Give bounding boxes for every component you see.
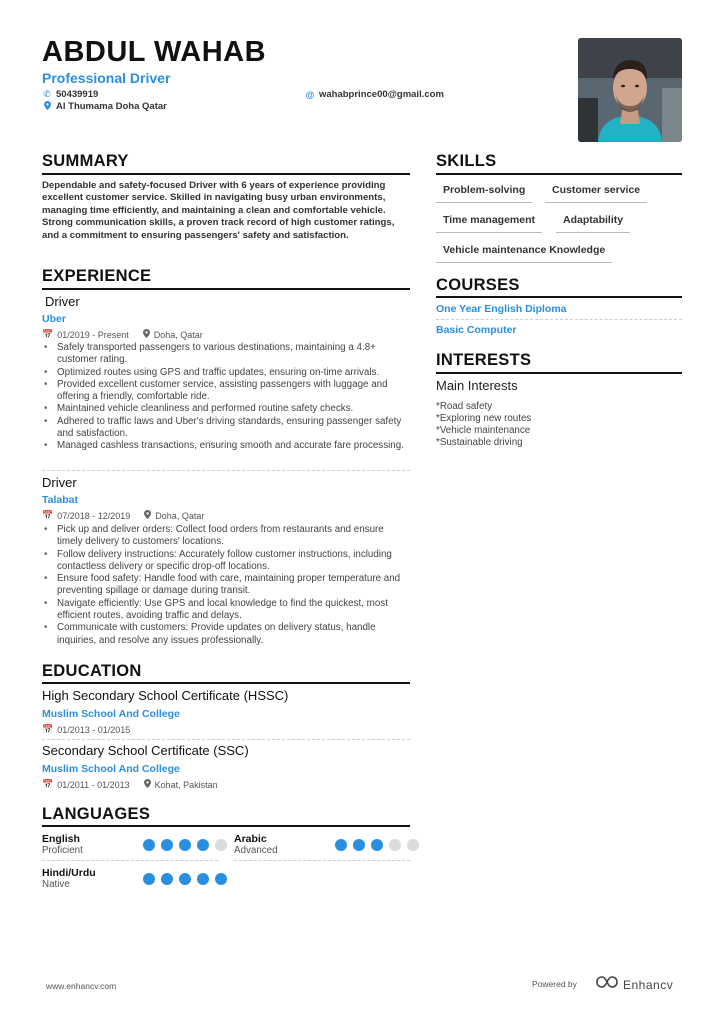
language-level: Advanced bbox=[234, 845, 278, 856]
divider bbox=[42, 860, 218, 861]
rating-dot bbox=[197, 873, 209, 885]
job-title: Driver bbox=[42, 475, 77, 490]
rating-dot bbox=[407, 839, 419, 851]
skill-tag: Time management bbox=[436, 214, 542, 233]
job-meta bbox=[42, 329, 203, 340]
location-text: Al Thumama Doha Qatar bbox=[56, 101, 167, 112]
job-dates: 01/2019 - Present bbox=[57, 329, 129, 340]
language-level: Native bbox=[42, 879, 70, 890]
job-meta bbox=[42, 510, 204, 521]
education-dates: 01/2011 - 01/2013 bbox=[57, 779, 130, 790]
education-meta bbox=[42, 779, 218, 790]
enhancv-logo-icon bbox=[595, 975, 619, 994]
interest-item: *Exploring new routes bbox=[436, 413, 532, 424]
job-company: Talabat bbox=[42, 494, 78, 506]
language-rating bbox=[143, 839, 233, 851]
footer-brand[interactable] bbox=[595, 975, 673, 994]
contact-location bbox=[42, 101, 167, 112]
skill-tag: Problem-solving bbox=[436, 184, 532, 203]
rating-dot bbox=[389, 839, 401, 851]
calendar-icon: 📅 bbox=[42, 329, 54, 339]
phone-text: 50439919 bbox=[56, 89, 99, 100]
courses-heading: COURSES bbox=[436, 276, 520, 294]
school-name: Muslim School And College bbox=[42, 708, 180, 720]
rating-dot bbox=[161, 839, 173, 851]
rating-dot bbox=[215, 873, 227, 885]
contact-phone bbox=[42, 89, 98, 100]
rating-dot bbox=[179, 873, 191, 885]
experience-heading: EXPERIENCE bbox=[42, 267, 152, 285]
divider bbox=[42, 739, 410, 740]
skill-tag: Customer service bbox=[545, 184, 647, 203]
skill-tag: Adaptability bbox=[556, 214, 630, 233]
job-bullets bbox=[42, 524, 407, 647]
rating-dot bbox=[143, 873, 155, 885]
degree-title: Secondary School Certificate (SSC) bbox=[42, 743, 249, 758]
candidate-name: ABDUL WAHAB bbox=[42, 36, 267, 68]
job-bullets bbox=[42, 342, 407, 453]
interest-item: *Vehicle maintenance bbox=[436, 425, 531, 436]
list-item: • Pick up and deliver orders: Collect food orders from restaurants and ensure timely delivery to customers' locations. bbox=[42, 524, 407, 549]
rating-dot bbox=[161, 873, 173, 885]
summary-rule bbox=[42, 173, 410, 175]
rating-dot bbox=[143, 839, 155, 851]
divider bbox=[234, 860, 410, 861]
job-title: Driver bbox=[45, 294, 80, 309]
map-pin-icon bbox=[143, 329, 150, 340]
contact-email[interactable] bbox=[305, 89, 444, 100]
interests-heading: INTERESTS bbox=[436, 351, 532, 369]
list-item: • Navigate efficiently: Use GPS and local knowledge to find the quickest, most efficient routes, avoiding traffic and delays. bbox=[42, 598, 407, 623]
language-name: Hindi/Urdu bbox=[42, 867, 96, 879]
school-name: Muslim School And College bbox=[42, 763, 180, 775]
divider bbox=[42, 470, 410, 471]
summary-heading: SUMMARY bbox=[42, 152, 129, 170]
rating-dot bbox=[371, 839, 383, 851]
rating-dot bbox=[215, 839, 227, 851]
education-location: Kohat, Pakistan bbox=[154, 779, 218, 790]
skill-tag: Vehicle maintenance Knowledge bbox=[436, 244, 612, 263]
experience-rule bbox=[42, 288, 410, 290]
brand-name: Enhancv bbox=[623, 977, 674, 992]
rating-dot bbox=[197, 839, 209, 851]
list-item: • Ensure food safety: Handle food with care, maintaining proper temperature and preventing spillage or damage during transit. bbox=[42, 573, 407, 598]
map-pin-icon bbox=[144, 779, 151, 790]
job-location: Doha, Qatar bbox=[155, 510, 205, 521]
list-item: • Adhered to traffic laws and Uber's driving standards, ensuring passenger safety and satisfaction. bbox=[42, 416, 407, 441]
list-item: • Optimized routes using GPS and traffic updates, ensuring on-time arrivals. bbox=[42, 367, 407, 379]
language-name: Arabic bbox=[234, 833, 267, 845]
calendar-icon: 📅 bbox=[42, 510, 54, 520]
footer-powered-by: Powered by bbox=[532, 979, 577, 989]
job-dates: 07/2018 - 12/2019 bbox=[57, 510, 131, 521]
job-location: Doha, Qatar bbox=[153, 329, 203, 340]
interests-rule bbox=[436, 372, 682, 374]
divider bbox=[436, 319, 682, 320]
course-item: One Year English Diploma bbox=[436, 303, 567, 315]
languages-heading: LANGUAGES bbox=[42, 805, 151, 823]
candidate-role: Professional Driver bbox=[42, 70, 171, 86]
list-item: • Maintained vehicle cleanliness and performed routine safety checks. bbox=[42, 403, 407, 415]
language-name: English bbox=[42, 833, 80, 845]
education-rule bbox=[42, 682, 410, 684]
language-rating bbox=[143, 873, 233, 885]
skills-rule bbox=[436, 173, 682, 175]
education-meta bbox=[42, 724, 130, 735]
language-level: Proficient bbox=[42, 845, 83, 856]
phone-icon: ✆ bbox=[43, 89, 51, 99]
degree-title: High Secondary School Certificate (HSSC) bbox=[42, 688, 289, 703]
education-dates: 01/2013 - 01/2015 bbox=[57, 724, 131, 735]
course-item: Basic Computer bbox=[436, 324, 517, 336]
education-heading: EDUCATION bbox=[42, 662, 142, 680]
map-pin-icon bbox=[144, 510, 151, 521]
calendar-icon: 📅 bbox=[42, 779, 54, 789]
list-item: • Provided excellent customer service, assisting passengers with luggage and offering a friendly, comfortable ride. bbox=[42, 379, 407, 404]
interest-item: *Road safety bbox=[436, 401, 493, 412]
rating-dot bbox=[353, 839, 365, 851]
calendar-icon: 📅 bbox=[42, 724, 54, 734]
list-item: • Managed cashless transactions, ensuring smooth and accurate fare processing. bbox=[42, 440, 407, 452]
language-rating bbox=[335, 839, 425, 851]
at-icon: @ bbox=[305, 89, 315, 100]
footer-website[interactable]: www.enhancv.com bbox=[46, 981, 117, 991]
profile-photo bbox=[578, 38, 682, 142]
rating-dot bbox=[335, 839, 347, 851]
rating-dot bbox=[179, 839, 191, 851]
list-item: • Follow delivery instructions: Accurately follow customer instructions, including contactless delivery or specific drop-off locations. bbox=[42, 549, 407, 574]
email-text[interactable]: wahabprince00@gmail.com bbox=[319, 89, 444, 100]
list-item: • Communicate with customers: Provide updates on delivery status, handle inquiries, and resolve any issues professionally. bbox=[42, 622, 407, 647]
job-company: Uber bbox=[42, 313, 66, 325]
summary-text: Dependable and safety-focused Driver with 6 years of experience providing excellent customer service. Skilled in navigating busy urban environments, managing time efficiently, and maintaining a clean and comfortable vehicle. Strong communication skills, a proven track record of high customer ratings, and a commitment to ensuring passengers' safety and satisfaction. bbox=[42, 180, 395, 241]
skills-heading: SKILLS bbox=[436, 152, 497, 170]
map-pin-icon bbox=[42, 101, 52, 112]
interests-subtitle: Main Interests bbox=[436, 378, 518, 393]
courses-rule bbox=[436, 296, 682, 298]
interest-item: *Sustainable driving bbox=[436, 437, 523, 448]
languages-rule bbox=[42, 825, 410, 827]
list-item: • Safely transported passengers to various destinations, maintaining a 4.8+ customer rating. bbox=[42, 342, 407, 367]
